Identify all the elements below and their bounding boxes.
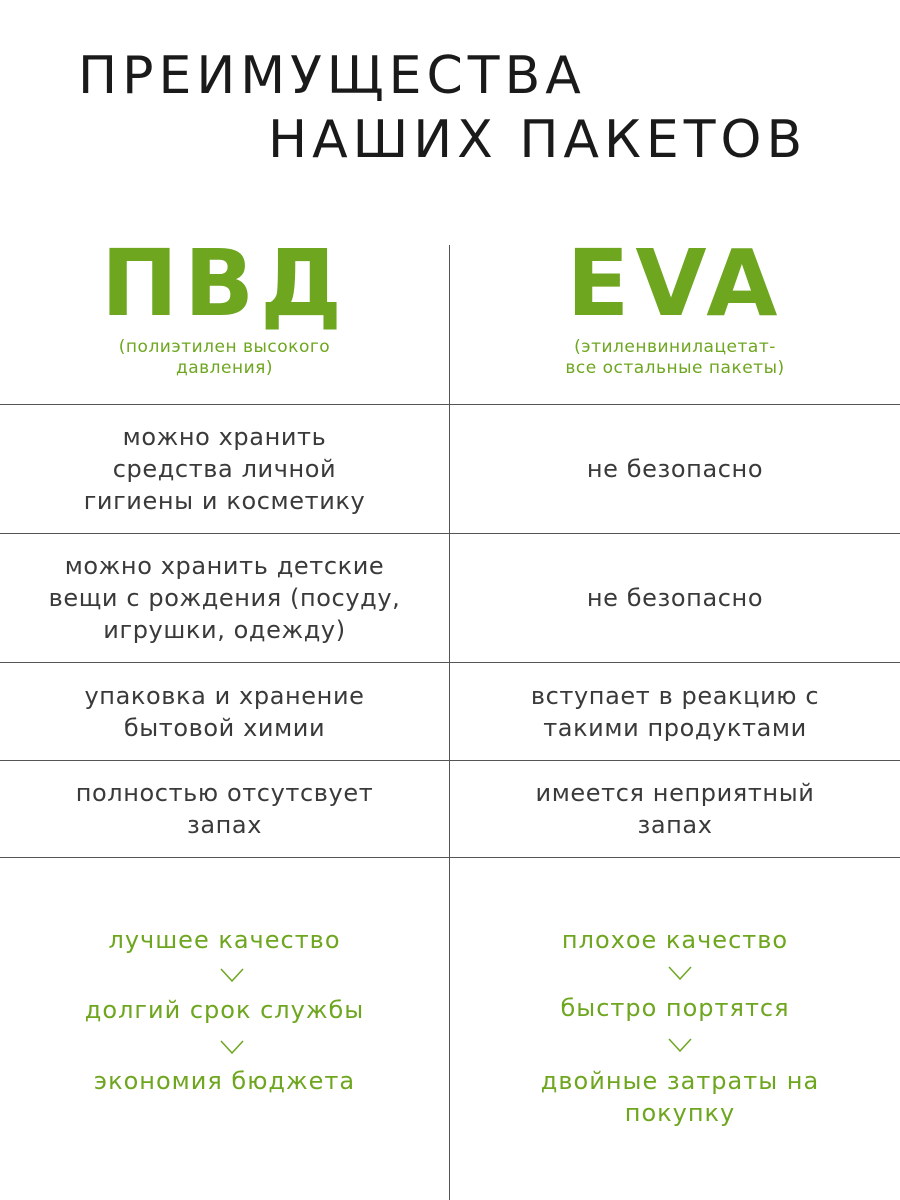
left-row-1-text: можно хранить средства личной гигиены и косметику (83, 423, 366, 515)
left-benefit-2: долгий срок службы (84, 996, 365, 1024)
left-row-2 (0, 534, 449, 662)
right-row-4-text: имеется неприятный запах (535, 779, 815, 839)
right-drawback-2: быстро портятся (560, 994, 790, 1022)
right-row-3 (450, 663, 900, 760)
left-material-subtitle-text: (полиэтилен высокого давления) (118, 337, 331, 378)
right-row-4 (450, 761, 900, 857)
left-row-1 (0, 405, 449, 533)
left-row-4 (0, 761, 449, 857)
right-row-2-text: не безопасно (586, 584, 764, 612)
right-row-1-text: не безопасно (586, 455, 764, 483)
page-title-line-1: ПРЕИМУЩЕСТВА (78, 46, 586, 106)
left-row-3-text: упаковка и хранение бытовой химии (84, 681, 365, 742)
left-benefit-1: лучшее качество (108, 926, 341, 954)
chevron-down-icon (668, 966, 692, 980)
chevron-down-icon (220, 1040, 244, 1054)
right-material-subtitle-text: (этиленвинилацетат-все остальные пакеты) (565, 337, 785, 378)
right-row-1 (450, 405, 900, 533)
right-row-3-text: вступает в реакцию с такими продуктами (530, 681, 820, 742)
chevron-down-icon (668, 1038, 692, 1052)
right-drawback-1: плохое качество (561, 926, 789, 954)
page-title-line-2: НАШИХ ПАКЕТОВ (268, 110, 808, 170)
left-row-2-text: можно хранить детские вещи с рождения (посуду, игрушки, одежду) (48, 552, 401, 644)
row-divider (0, 857, 900, 858)
right-drawback-3: двойные затраты на покупку (540, 1067, 820, 1127)
right-material-name: EVA (566, 230, 784, 337)
right-material-subtitle (450, 337, 900, 379)
left-row-4-text: полностью отсутсвует запах (75, 779, 374, 839)
right-row-2 (450, 534, 900, 662)
left-benefit-3: экономия бюджета (93, 1067, 356, 1095)
left-row-3 (0, 663, 449, 760)
left-material-name: ПВД (100, 230, 349, 337)
chevron-down-icon (220, 968, 244, 982)
left-material-subtitle (0, 337, 449, 379)
